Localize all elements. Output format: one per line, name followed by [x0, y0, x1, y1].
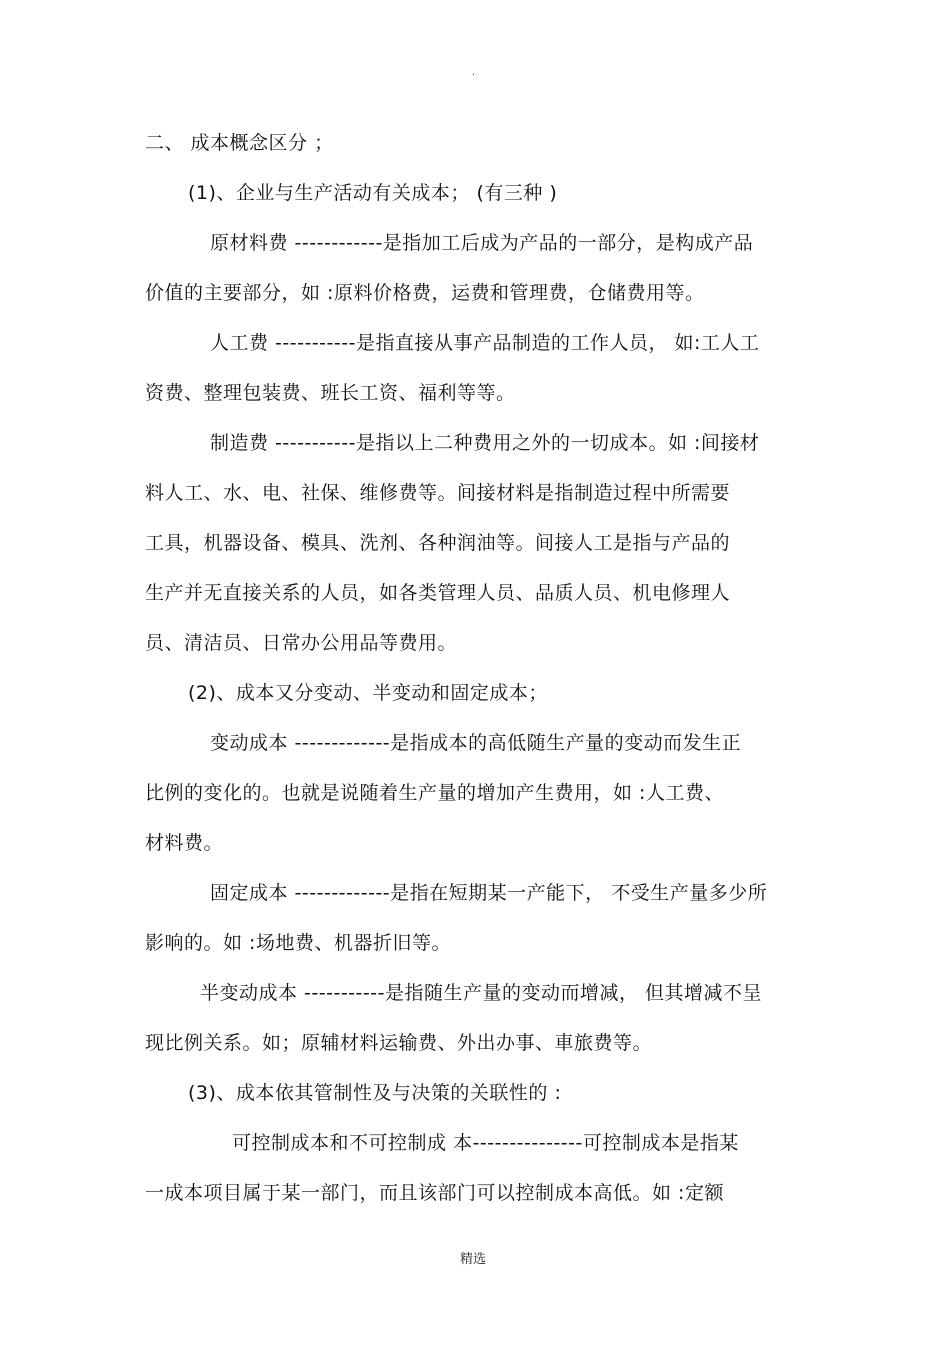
paragraph-line: 可控制成本和不可控制成 本---------------可控制成本是指某 — [232, 1132, 739, 1154]
paragraph-line: 一成本项目属于某一部门，而且该部门可以控制成本高低。如 :定额 — [145, 1182, 724, 1204]
paragraph-line: 材料费。 — [145, 832, 224, 854]
subsection-3-heading: (3)、成本依其管制性及与决策的关联性的 : — [188, 1082, 562, 1104]
paragraph-line: 比例的变化的。也就是说随着生产量的增加产生费用，如 :人工费、 — [145, 782, 724, 804]
subsection-2-heading: (2)、成本又分变动、半变动和固定成本； — [188, 682, 548, 704]
paragraph-line: 固定成本 -------------是指在短期某一产能下， 不受生产量多少所 — [210, 882, 768, 904]
paragraph-line: 料人工、水、电、社保、维修费等。间接材料是指制造过程中所需要 — [145, 482, 731, 504]
paragraph-line: 人工费 -----------是指直接从事产品制造的工作人员， 如:工人工 — [210, 332, 760, 354]
section-heading: 二、 成本概念区分 ； — [145, 132, 334, 154]
header-mark: · — [472, 70, 476, 81]
paragraph-line: 价值的主要部分，如 :原料价格费，运费和管理费，仓储费用等。 — [145, 282, 705, 304]
paragraph-line: 影响的。如 :场地费、机器折旧等。 — [145, 932, 451, 954]
paragraph-line: 制造费 -----------是指以上二种费用之外的一切成本。如 :间接材 — [210, 432, 760, 454]
paragraph-line: 工具，机器设备、模具、洗剂、各种润油等。间接人工是指与产品的 — [145, 532, 731, 554]
paragraph-line: 资费、整理包装费、班长工资、福利等等。 — [145, 382, 516, 404]
paragraph-line: 半变动成本 -----------是指随生产量的变动而增减， 但其增减不呈 — [200, 982, 762, 1004]
page-footer: 精选 — [460, 1252, 487, 1267]
paragraph-line: 生产并无直接关系的人员，如各类管理人员、品质人员、机电修理人 — [145, 582, 731, 604]
paragraph-line: 变动成本 -------------是指成本的高低随生产量的变动而发生正 — [210, 732, 742, 754]
subsection-1-heading: (1)、企业与生产活动有关成本； (有三种 ) — [188, 182, 558, 204]
paragraph-line: 员、清洁员、日常办公用品等费用。 — [145, 632, 458, 654]
paragraph-line: 原材料费 ------------是指加工后成为产品的一部分，是构成产品 — [210, 232, 754, 254]
paragraph-line: 现比例关系。如；原辅材料运输费、外出办事、車旅费等。 — [145, 1032, 653, 1054]
